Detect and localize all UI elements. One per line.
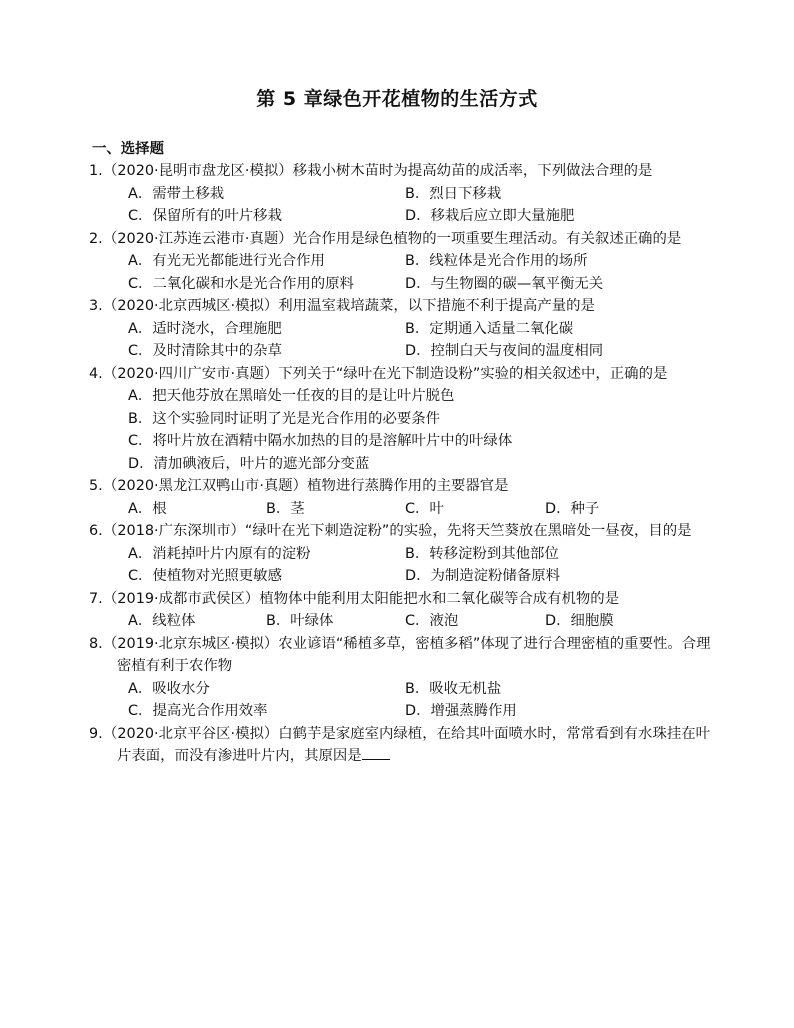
answer-option[interactable]: C．将叶片放在酒精中隔水加热的目的是溶解叶片中的叶绿体 — [128, 433, 513, 449]
question-item — [0, 363, 794, 476]
option-group — [0, 250, 794, 295]
section-heading: 一、选择题 — [92, 141, 164, 157]
answer-option[interactable]: A．吸收水分 — [128, 680, 210, 697]
answer-option[interactable]: C．叶 — [405, 500, 444, 517]
answer-option[interactable]: C．及时清除其中的杂草 — [128, 343, 282, 359]
answer-option[interactable]: D．控制白天与夜间的温度相同 — [405, 343, 604, 359]
answer-blank[interactable] — [362, 745, 390, 760]
question-item — [0, 520, 794, 588]
question-stem: 1.（2020·昆明市盘龙区·模拟）移栽小树木苗时为提高幼苗的成活率，下列做法合理的是 — [89, 163, 653, 179]
question-text: （2019·北京东城区·模拟）农业谚语“稀植多草，密植多稻”体现了进行合理密植的重要性。合理密植有利于农作物 — [103, 635, 711, 674]
answer-option[interactable]: B．茎 — [266, 500, 305, 517]
question-stem: 5.（2020·黑龙江双鸭山市·真题）植物进行蒸腾作用的主要器官是 — [89, 478, 509, 494]
question-list — [0, 160, 794, 768]
answer-option[interactable]: A．需带土移栽 — [128, 185, 225, 202]
answer-option[interactable]: B．这个实验同时证明了光是光合作用的必要条件 — [128, 410, 441, 427]
option-group — [0, 543, 794, 588]
question-stem: 7.（2019·成都市武侯区）植物体中能利用太阳能把水和二氧化碳等合成有机物的是 — [89, 590, 620, 607]
answer-option[interactable]: C．二氧化碳和水是光合作用的原料 — [128, 275, 354, 292]
answer-option[interactable]: B．转移淀粉到其他部位 — [405, 545, 559, 562]
answer-option[interactable]: A．有光无光都能进行光合作用 — [128, 253, 325, 269]
option-group — [0, 183, 794, 228]
option-group — [0, 318, 794, 363]
page-title: 第 5 章绿色开花植物的生活方式 — [256, 88, 538, 110]
question-item — [0, 228, 794, 296]
answer-option[interactable]: C．使植物对光照更敏感 — [128, 568, 282, 584]
question-item — [0, 633, 794, 723]
answer-option[interactable]: A．线粒体 — [128, 613, 196, 629]
answer-option[interactable]: D．增强蒸腾作用 — [405, 703, 517, 719]
answer-option[interactable]: B．叶绿体 — [266, 613, 334, 629]
option-group — [0, 678, 794, 723]
answer-option[interactable]: D．细胞膜 — [545, 613, 614, 629]
answer-option[interactable]: B．烈日下移栽 — [405, 185, 502, 202]
answer-option[interactable]: A．根 — [128, 500, 167, 517]
question-text: （2020·昆明市盘龙区·模拟）移栽小树木苗时为提高幼苗的成活率，下列做法合理的是 — [103, 163, 653, 179]
question-text: （2020·黑龙江双鸭山市·真题）植物进行蒸腾作用的主要器官是 — [103, 478, 509, 494]
answer-option[interactable]: A．消耗掉叶片内原有的淀粉 — [128, 545, 311, 562]
option-group — [0, 498, 794, 521]
answer-option[interactable]: D．清加碘液后，叶片的遮光部分变蓝 — [128, 455, 370, 472]
question-text: （2020·北京西城区·模拟）利用温室栽培蔬菜，以下措施不利于提高产量的是 — [103, 298, 595, 314]
question-text: （2020·四川广安市·真题）下列关于“绿叶在光下制造设粉”实验的相关叙述中，正确的是 — [103, 365, 668, 382]
answer-option[interactable]: C．液泡 — [405, 613, 459, 629]
question-text: （2019·成都市武侯区）植物体中能利用太阳能把水和二氧化碳等合成有机物的是 — [103, 590, 620, 607]
answer-option[interactable]: C．保留所有的叶片移栽 — [128, 208, 282, 224]
question-text: （2020·江苏连云港市·真题）光合作用是绿色植物的一项重要生理活动。有关叙述正确的是 — [103, 230, 682, 247]
question-stem: 8.（2019·北京东城区·模拟）农业谚语“稀植多草，密植多稻”体现了进行合理密植的重要性。合理密植有利于农作物 — [89, 635, 711, 674]
answer-option[interactable]: D．移栽后应立即大量施肥 — [405, 208, 575, 224]
question-item — [0, 160, 794, 228]
answer-option[interactable]: D．种子 — [545, 500, 600, 517]
question-stem: 6.（2018·广东深圳市）“绿叶在光下刺造淀粉”的实验，先将天竺葵放在黑暗处一昼夜，目的是 — [89, 523, 692, 539]
question-stem: 3.（2020·北京西城区·模拟）利用温室栽培蔬菜，以下措施不利于提高产量的是 — [89, 298, 595, 314]
question-stem: 9.（2020·北京平谷区·模拟）白鹤芋是家庭室内绿植，在给其叶面喷水时，常常看到有水珠挂在叶片表面，而没有渗进叶片内，其原因是 — [89, 725, 711, 764]
answer-option[interactable]: C．提高光合作用效率 — [128, 703, 268, 719]
answer-option[interactable]: A．把天他芬放在黑暗处一任夜的目的是让叶片脱色 — [128, 388, 455, 404]
question-item — [0, 723, 794, 768]
question-stem: 4.（2020·四川广安市·真题）下列关于“绿叶在光下制造设粉”实验的相关叙述中，正确的是 — [89, 365, 668, 382]
answer-option[interactable]: D．与生物圈的碳—氧平衡无关 — [405, 275, 604, 292]
answer-option[interactable]: B．定期通入适量二氧化碳 — [405, 320, 574, 337]
option-group — [0, 610, 794, 633]
answer-option[interactable]: B．线粒体是光合作用的场所 — [405, 253, 588, 269]
question-stem: 2.（2020·江苏连云港市·真题）光合作用是绿色植物的一项重要生理活动。有关叙述正确的是 — [89, 230, 682, 247]
answer-option[interactable]: A．适时浇水，合理施肥 — [128, 320, 282, 337]
question-text: （2020·北京平谷区·模拟）白鹤芋是家庭室内绿植，在给其叶面喷水时，常常看到有水珠挂在叶片表面，而没有渗进叶片内，其原因是 — [103, 725, 711, 764]
question-item — [0, 588, 794, 633]
question-item — [0, 475, 794, 520]
answer-option[interactable]: D．为制造淀粉储备原料 — [405, 568, 560, 584]
question-item — [0, 295, 794, 363]
option-group — [0, 385, 794, 475]
question-text: （2018·广东深圳市）“绿叶在光下刺造淀粉”的实验，先将天竺葵放在黑暗处一昼夜，目的是 — [103, 523, 692, 539]
answer-option[interactable]: B．吸收无机盐 — [405, 680, 502, 697]
